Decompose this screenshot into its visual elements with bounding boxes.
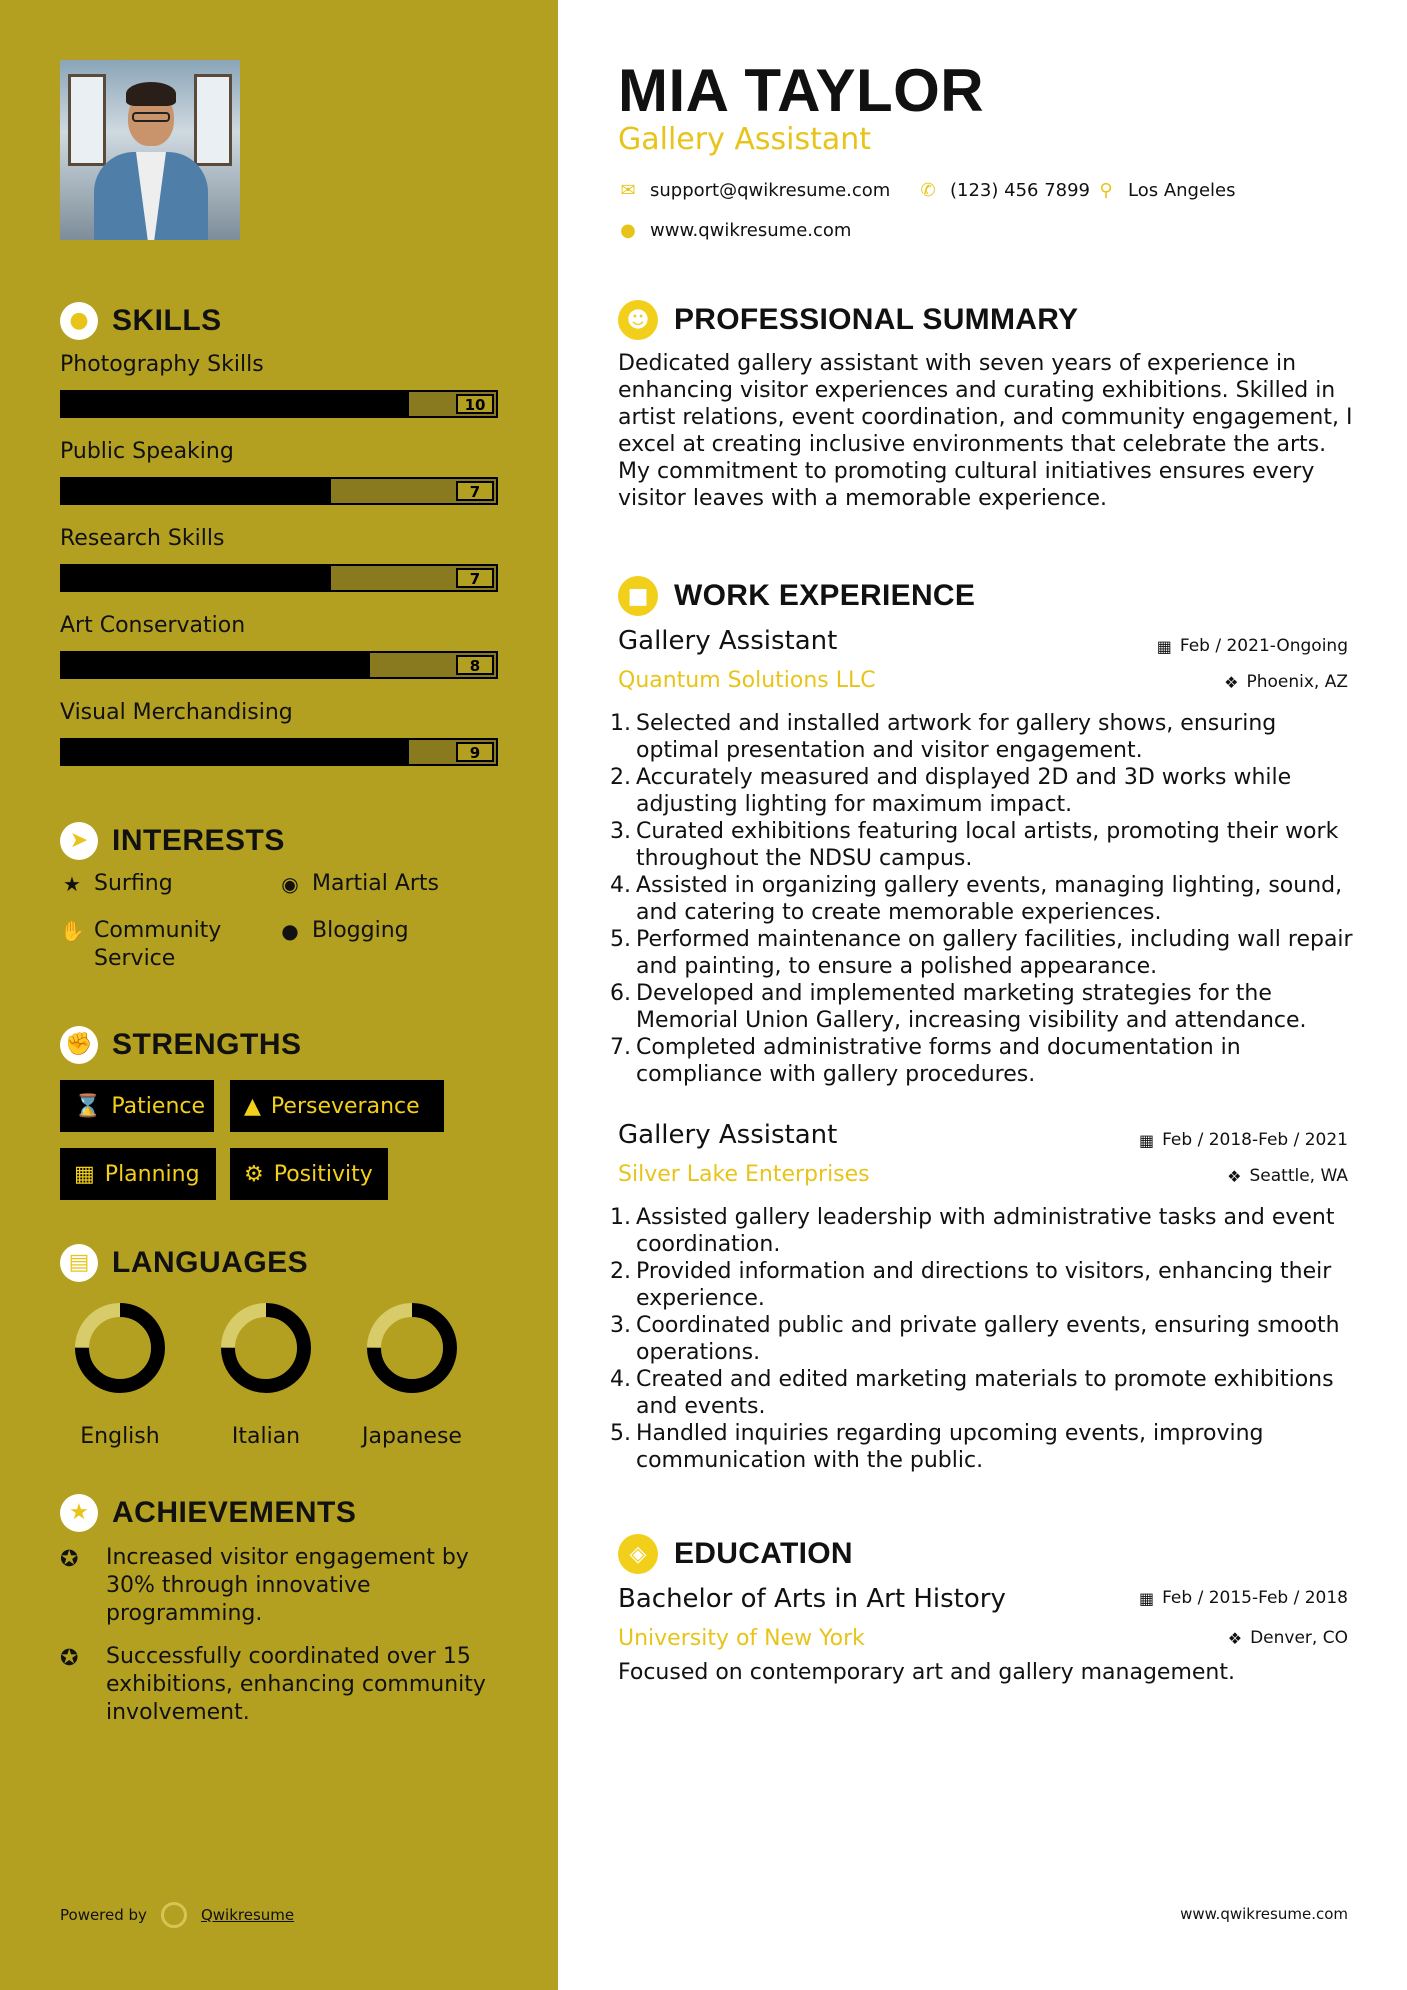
skill-bar xyxy=(60,477,498,505)
list-item: 1. Assisted gallery leadership with administrative tasks and event coordination. xyxy=(610,1205,1335,1257)
language-name: English xyxy=(80,1424,160,1449)
calendar-icon: ▦ xyxy=(74,1161,95,1187)
list-item: 3. Coordinated public and private gallery events, ensuring smooth operations. xyxy=(610,1313,1340,1365)
calendar-icon: ▦ xyxy=(1138,1588,1155,1608)
contact-website[interactable]: ● www.qwikresume.com xyxy=(618,220,851,241)
pin-icon: ❖ xyxy=(1227,1628,1243,1648)
skill-score: 7 xyxy=(456,481,494,501)
language-item xyxy=(352,1300,472,1449)
job-title: Gallery Assistant xyxy=(618,1120,838,1150)
interest-item: ● Blogging xyxy=(278,917,409,945)
job-company: Silver Lake Enterprises xyxy=(618,1162,870,1187)
education-dates: ▦ Feb / 2015-Feb / 2018 xyxy=(1138,1588,1348,1608)
skill-bar xyxy=(60,738,498,766)
road-icon: ▲ xyxy=(244,1093,261,1119)
skill-bar-fill xyxy=(62,392,409,416)
list-item: 7. Completed administrative forms and documentation in compliance with gallery procedures. xyxy=(610,1035,1241,1087)
job-company: Quantum Solutions LLC xyxy=(618,668,876,693)
skill-score: 10 xyxy=(456,394,494,414)
paper-plane-icon: ➤ xyxy=(60,822,98,860)
candidate-name: MIA TAYLOR xyxy=(618,57,985,124)
skill-score: 9 xyxy=(456,742,494,762)
gear-icon: ⚙ xyxy=(244,1161,264,1187)
contact-email[interactable]: ✉ support@qwikresume.com xyxy=(618,180,890,201)
skill-item xyxy=(60,698,498,766)
hand-icon: ✋ xyxy=(60,919,85,943)
list-item: 2. Accurately measured and displayed 2D and 3D works while adjusting lighting for maximum impact. xyxy=(610,765,1292,817)
star-burst-icon: ✪ xyxy=(60,1547,79,1572)
list-item: 2. Provided information and directions to visitors, enhancing their experience. xyxy=(610,1259,1332,1311)
skill-bar xyxy=(60,564,498,592)
strength-badge: ▦ Planning xyxy=(60,1148,216,1200)
candidate-role: Gallery Assistant xyxy=(618,122,872,157)
work-heading: ■ WORK EXPERIENCE xyxy=(618,576,975,616)
skill-label: Visual Merchandising xyxy=(60,700,293,725)
skill-bar xyxy=(60,651,498,679)
graduate-icon: ◈ xyxy=(618,1534,658,1574)
skill-label: Research Skills xyxy=(60,526,225,551)
languages-heading: ▤ LANGUAGES xyxy=(60,1244,308,1282)
job-location: ❖ Phoenix, AZ xyxy=(1224,672,1348,692)
language-name: Japanese xyxy=(362,1424,462,1449)
strengths-heading: ✊ STRENGTHS xyxy=(60,1026,302,1064)
fist-icon: ✊ xyxy=(60,1026,98,1064)
phone-icon: ✆ xyxy=(920,180,936,201)
hourglass-icon: ⌛ xyxy=(74,1093,102,1119)
strength-badge: ⌛ Patience xyxy=(60,1080,214,1132)
globe-icon: ● xyxy=(620,220,636,241)
interest-item: ✋ Community Service xyxy=(60,918,222,971)
strength-badge: ▲ Perseverance xyxy=(230,1080,444,1132)
interests-heading: ➤ INTERESTS xyxy=(60,822,285,860)
education-heading: ◈ EDUCATION xyxy=(618,1534,853,1574)
pin-icon: ❖ xyxy=(1224,672,1239,692)
skill-score: 7 xyxy=(456,568,494,588)
list-item: 6. Developed and implemented marketing strategies for the Memorial Union Gallery, increasing visibility and attendance. xyxy=(610,981,1307,1033)
achievement-item: ✪ Increased visitor engagement by 30% through innovative programming. xyxy=(60,1545,469,1626)
contact-location: ⚲ Los Angeles xyxy=(1096,180,1236,201)
skill-bar-fill xyxy=(62,653,370,677)
education-school: University of New York xyxy=(618,1626,865,1651)
language-item xyxy=(206,1300,326,1449)
skill-item xyxy=(60,611,498,679)
skill-label: Photography Skills xyxy=(60,352,264,377)
education-degree: Bachelor of Arts in Art History xyxy=(618,1584,1006,1614)
skill-item xyxy=(60,350,498,418)
skills-heading: ● SKILLS xyxy=(60,302,222,340)
star-burst-icon: ✪ xyxy=(60,1646,79,1671)
calendar-icon: ▦ xyxy=(1138,1130,1155,1150)
user-icon: ☻ xyxy=(618,300,658,340)
summary-heading: ☻ PROFESSIONAL SUMMARY xyxy=(618,300,1078,340)
achievements-heading: ★ ACHIEVEMENTS xyxy=(60,1494,356,1532)
qwikresume-link[interactable]: Qwikresume xyxy=(200,1906,295,1924)
footer-url[interactable]: www.qwikresume.com xyxy=(1180,1905,1348,1923)
language-name: Italian xyxy=(231,1424,301,1449)
skill-bar xyxy=(60,390,498,418)
envelope-icon: ✉ xyxy=(620,180,636,201)
language-ring xyxy=(218,1300,314,1396)
medal-icon: ★ xyxy=(60,1494,98,1532)
list-item: 4. Assisted in organizing gallery events, managing lighting, sound, and catering to create memorable experiences. xyxy=(610,873,1343,925)
id-card-icon: ▤ xyxy=(60,1244,98,1282)
interest-item: ◉ Martial Arts xyxy=(278,870,439,898)
users-icon: ● xyxy=(281,919,299,943)
skill-label: Art Conservation xyxy=(60,613,246,638)
sidebar xyxy=(0,0,558,1990)
list-item: 4. Created and edited marketing materials to promote exhibitions and events. xyxy=(610,1367,1334,1419)
job-dates: ▦ Feb / 2021-Ongoing xyxy=(1156,636,1348,656)
contact-phone: ✆ (123) 456 7899 xyxy=(918,180,1090,201)
profile-photo xyxy=(60,60,240,240)
job-duties xyxy=(610,1204,1358,1474)
map-pin-icon: ⚲ xyxy=(1099,180,1113,201)
achievement-item: ✪ Successfully coordinated over 15 exhibitions, enhancing community involvement. xyxy=(60,1644,486,1725)
lightbulb-icon: ● xyxy=(60,302,98,340)
skill-score: 8 xyxy=(456,655,494,675)
language-ring xyxy=(72,1300,168,1396)
globe-icon: ◉ xyxy=(281,872,299,896)
language-item xyxy=(60,1300,180,1449)
skill-item xyxy=(60,437,498,505)
skill-bar-fill xyxy=(62,479,331,503)
powered-by: Powered by Qwikresume xyxy=(60,1902,294,1928)
skill-bar-fill xyxy=(62,740,409,764)
language-ring xyxy=(364,1300,460,1396)
list-item: 1. Selected and installed artwork for gallery shows, ensuring optimal presentation and visitor engagement. xyxy=(610,711,1277,763)
skill-label: Public Speaking xyxy=(60,439,234,464)
chair-icon: ■ xyxy=(618,576,658,616)
star-icon: ★ xyxy=(63,872,81,896)
list-item: 5. Handled inquiries regarding upcoming events, improving communication with the public. xyxy=(610,1421,1264,1473)
skill-item xyxy=(60,524,498,592)
job-dates: ▦ Feb / 2018-Feb / 2021 xyxy=(1138,1130,1348,1150)
list-item: 3. Curated exhibitions featuring local artists, promoting their work throughout the NDSU campus. xyxy=(610,819,1339,871)
pin-icon: ❖ xyxy=(1227,1166,1242,1186)
job-title: Gallery Assistant xyxy=(618,626,838,656)
job-location: ❖ Seattle, WA xyxy=(1227,1166,1348,1186)
calendar-icon: ▦ xyxy=(1156,636,1172,656)
skill-bar-fill xyxy=(62,566,331,590)
education-location: ❖ Denver, CO xyxy=(1227,1628,1348,1648)
qwikresume-logo-icon xyxy=(161,1902,187,1928)
job-duties xyxy=(610,710,1358,1088)
main-content xyxy=(558,0,1407,1990)
summary-text: Dedicated gallery assistant with seven years of experience in enhancing visitor experiences and curating exhibitions. Skilled in artist relations, event coordination, and community engagement, I excel at creating inclusive environments that celebrate the arts. My commitment to promoting cultural initiatives ensures every visitor leaves with a memorable experience. xyxy=(618,351,1353,511)
list-item: 5. Performed maintenance on gallery facilities, including wall repair and painting, to ensure a polished appearance. xyxy=(610,927,1353,979)
education-description: Focused on contemporary art and gallery management. xyxy=(618,1660,1235,1685)
strength-badge: ⚙ Positivity xyxy=(230,1148,388,1200)
interest-item: ★ Surfing xyxy=(60,870,173,898)
